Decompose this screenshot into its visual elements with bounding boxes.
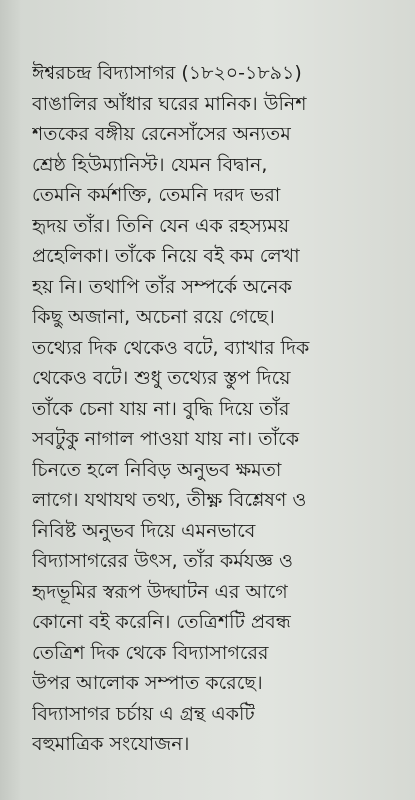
blurb-line: তাঁকে চেনা যায় না। বুদ্ধি দিয়ে তাঁর	[32, 397, 290, 420]
blurb-line: নিবিষ্ট অনুভব দিয়ে এমনভাবে	[32, 519, 256, 542]
blurb-line: বহুমাত্রিক সংযোজন।	[32, 733, 190, 755]
blurb-line: উপর আলোক সম্পাত করেছে।	[32, 672, 263, 694]
blurb-line: হৃদয় তাঁর। তিনি যেন এক রহস্যময়	[32, 214, 290, 237]
cover-edge	[0, 0, 20, 800]
cover-blurb	[32, 58, 397, 760]
blurb-line: হৃদভূমির স্বরূপ উদ্ঘাটন এর আগে	[32, 580, 288, 603]
blurb-line: বাঙালির আঁধার ঘরের মানিক। উনিশ	[32, 92, 307, 115]
blurb-line: চিনতে হলে নিবিড় অনুভব ক্ষমতা	[32, 458, 282, 481]
blurb-line: থেকেও বটে। শুধু তথ্যের স্তুপ দিয়ে	[32, 367, 291, 389]
blurb-line: হয় নি। তথাপি তাঁর সম্পর্কে অনেক	[32, 275, 292, 298]
blurb-line: সবটুকু নাগাল পাওয়া যায় না। তাঁকে	[32, 428, 300, 450]
blurb-line: কিছু অজানা, অচেনা রয়ে গেছে।	[32, 306, 275, 328]
blurb-line: প্রহেলিকা। তাঁকে নিয়ে বই কম লেখা	[32, 245, 300, 267]
blurb-line: বিদ্যাসাগর চর্চায় এ গ্রন্থ একটি	[32, 702, 255, 725]
blurb-line: বিদ্যাসাগরের উৎস, তাঁর কর্মযজ্ঞ ও	[32, 550, 293, 572]
blurb-line: তেমনি কর্মশক্তি, তেমনি দরদ ভরা	[32, 184, 281, 206]
blurb-line: তেত্রিশ দিক থেকে বিদ্যাসাগরের	[32, 641, 269, 664]
blurb-line: কোনো বই করেনি। তেত্রিশটি প্রবন্ধ	[32, 611, 291, 633]
blurb-line: লাগে। যথাযথ তথ্য, তীক্ষ্ণ বিশ্লেষণ ও	[32, 489, 307, 511]
blurb-line: শ্রেষ্ঠ হিউম্যানিস্ট। যেমন বিদ্বান,	[32, 153, 268, 176]
blurb-line: শতকের বঙ্গীয় রেনেসাঁসের অন্যতম	[32, 123, 291, 145]
blurb-line: ঈশ্বরচন্দ্র বিদ্যাসাগর (১৮২০-১৮৯১)	[32, 62, 302, 84]
blurb-line: তথ্যের দিক থেকেও বটে, ব্যাখার দিক	[32, 336, 310, 359]
